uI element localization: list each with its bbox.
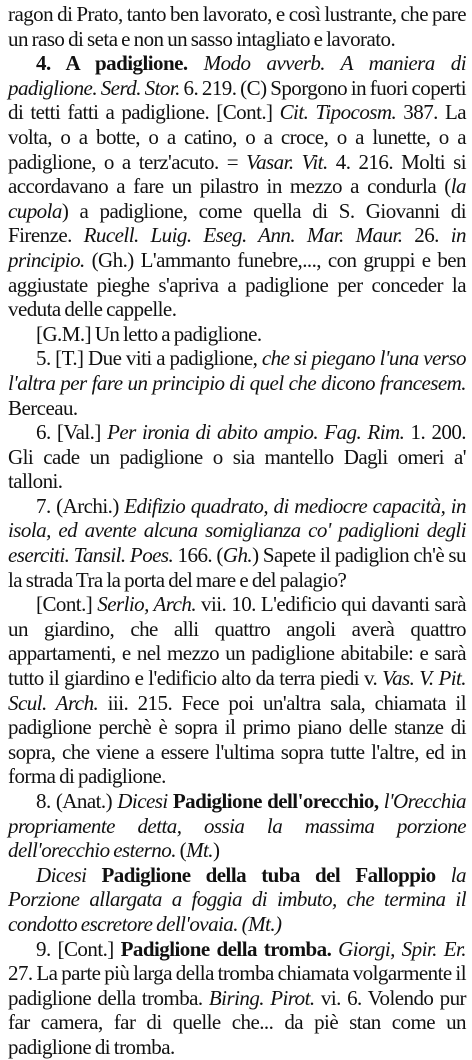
- italic-text: Vasar. Vit.: [246, 149, 328, 174]
- body-text: ragon di Prato, tanto ben lavorato, e così lustrante, che pare un raso di seta e non un sasso intagliato e lavorato.: [8, 2, 466, 51]
- body-text: ) a padiglione, come quella di S. Giovanni di Firenze.: [8, 198, 466, 248]
- body-text: ) Sapete il padiglion ch'è su la strada Tra la porta del mare e del palagio?: [8, 543, 466, 592]
- entry-paragraph: [8, 937, 466, 1060]
- body-text: vi. 6. Volendo pur far camera, far di quelle che... da piè stan come un padiglione di tromba.: [8, 985, 466, 1059]
- entry-paragraph: [8, 494, 466, 592]
- entry-paragraph: [8, 592, 466, 789]
- body-text: 1. 200. Gli cade un padiglione o sia mantello Dagli omeri a' talloni.: [8, 420, 466, 494]
- body-text: 27. La parte più larga della tromba chiamata volgarmente il padiglione della tromba.: [8, 961, 466, 1010]
- italic-text: che si piegano l'una verso l'altra per fare un principio di quel che dicono francesem.: [8, 346, 466, 395]
- body-text: ): [213, 838, 220, 863]
- entry-paragraph: [8, 51, 466, 322]
- italic-text: Rucell. Luig. Eseg. Ann. Mar. Maur.: [83, 223, 403, 248]
- body-text: [G.M.] Un letto a padiglione.: [36, 321, 262, 346]
- italic-text: Mt.: [186, 838, 213, 863]
- body-text: [Cont.]: [36, 592, 98, 617]
- italic-text: la cupola: [8, 174, 466, 223]
- entry-paragraph: [8, 346, 466, 420]
- italic-text: la Porzione allargata a foggia di imbuto, che termina il condotto escretore dell'ovaia. (Mt.): [8, 862, 466, 936]
- italic-text: Vas. V. Pit. Scul. Arch.: [8, 666, 466, 715]
- headword: Padiglione della tuba del Falloppio: [86, 862, 451, 887]
- body-text: Berceau.: [8, 395, 78, 420]
- entry-paragraph: [8, 863, 466, 937]
- italic-text: Biring. Pirot.: [208, 985, 315, 1010]
- entry-paragraph: [8, 420, 466, 494]
- italic-text: Dicesi: [36, 862, 87, 887]
- italic-text: l'Orecchia propriamente detta, ossia la massima porzione dell'orecchio esterno.: [8, 789, 466, 863]
- body-text: 6. 219. (C) Sporgono in fuori coperti di tetti fatti a padiglione. [Cont.]: [8, 75, 466, 125]
- italic-text: Gh.: [222, 543, 253, 568]
- body-text: 5. [T.] Due viti a padiglione,: [36, 346, 262, 371]
- body-text: iii. 215. Fece poi un'altra sala, chiamata il padiglione perchè è sopra il primo piano delle stanze di sopra, che viene a essere l'ultima sopra tutte l'altre, ed in forma di padiglione.: [8, 690, 466, 789]
- italic-text: Dicesi: [117, 789, 168, 813]
- italic-text: Edifizio quadrato, di mediocre capacità, in isola, ed avente alcuna somiglianza co' padiglioni degli eserciti. Tansil. Poes.: [8, 493, 467, 568]
- body-text: 7. (Archi.): [36, 493, 125, 518]
- body-text: 8. (Anat.): [36, 789, 118, 813]
- body-text: 9. [Cont.]: [36, 936, 121, 961]
- body-text: 6. [Val.]: [36, 420, 108, 445]
- entry-paragraph: [8, 789, 466, 863]
- italic-text: Giorgi, Spir. Er.: [331, 936, 467, 961]
- headword: Padiglione dell'orecchio,: [167, 789, 384, 813]
- entry-paragraph: [8, 322, 466, 347]
- body-text: 387. La volta, o a botte, o a catino, o a croce, o a lunette, o a padiglione, o a terz'acuto. =: [8, 100, 466, 174]
- body-text: (Gh.) L'ammanto funebre,..., con gruppi e ben aggiustate pieghe s'apriva a padiglione per conceder la veduta delle cappelle.: [8, 247, 466, 322]
- body-text: (: [175, 838, 187, 863]
- entry-paragraph: [8, 2, 466, 51]
- italic-text: Per ironia di abito ampio. Fag. Rim.: [107, 420, 405, 445]
- body-text: 166. (: [173, 543, 223, 568]
- headword: 4. A padiglione.: [36, 51, 188, 76]
- italic-text: in principio.: [8, 223, 466, 272]
- body-text: 26.: [402, 223, 451, 248]
- italic-text: Modo avverb. A maniera di padiglione. Serd. Stor.: [8, 51, 466, 100]
- text-column: [8, 2, 466, 1060]
- italic-text: Serlio, Arch.: [97, 592, 197, 617]
- body-text: vii. 10. L'edificio qui davanti sarà un giardino, che alli quattro angoli averà quattro appartamenti, e nel mezzo un padiglione abitabile: e sarà tutto il giardino e l'edificio alto da terra piedi v.: [8, 592, 466, 691]
- body-text: 4. 216. Molti si accordavano a fare un pilastro in mezzo a condurla (: [8, 149, 466, 199]
- headword: Padiglione della tromba.: [120, 936, 332, 961]
- italic-text: Cit. Tipocosm.: [279, 100, 397, 125]
